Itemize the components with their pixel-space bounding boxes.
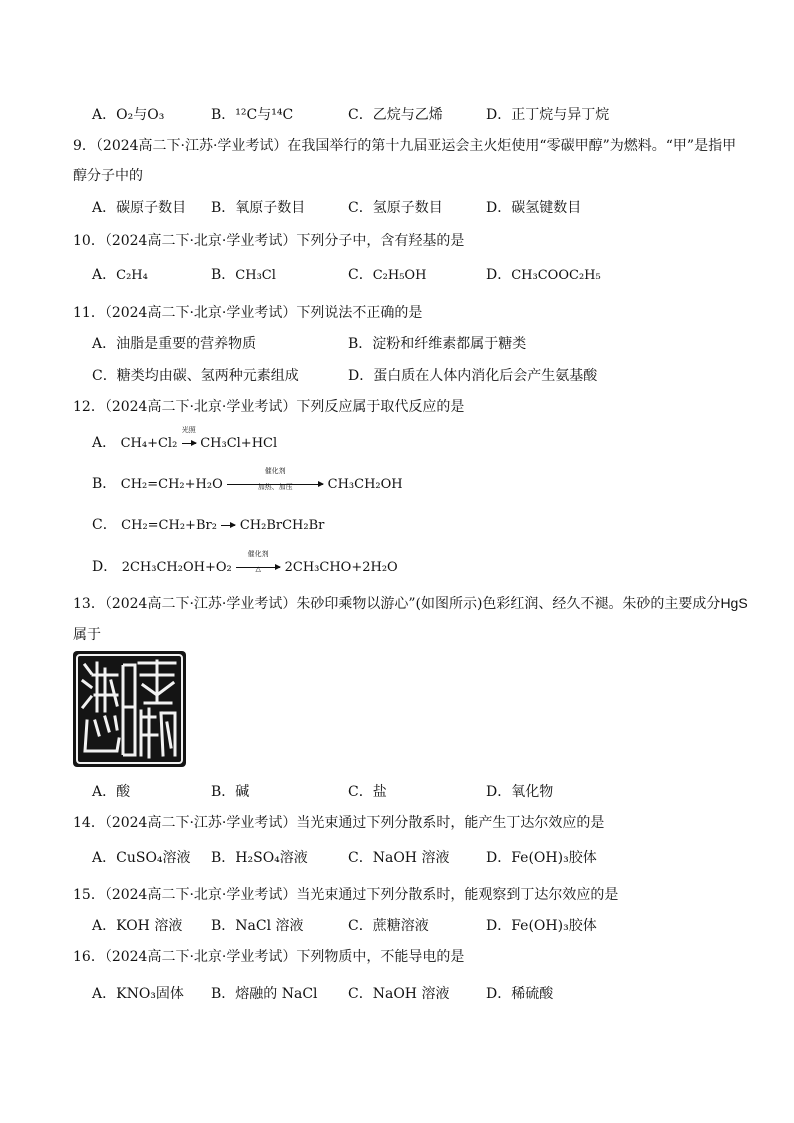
seal-stamp-icon xyxy=(73,651,186,767)
q10-option-b: B．CH₃Cl xyxy=(211,267,276,283)
reaction-arrow xyxy=(236,550,280,575)
q12-c-products: CH₂BrCH₂Br xyxy=(239,518,325,533)
q11-option-c: C．糖类均由碳、氢两种元素组成 xyxy=(92,368,299,384)
q12-b-products: CH₃CH₂OH xyxy=(327,477,403,492)
q13-stem-line2: 属于 xyxy=(73,627,101,643)
q8-option-a: A．O₂与O₃ xyxy=(92,107,165,123)
q16-option-a: A．KNO₃固体 xyxy=(92,986,184,1002)
reaction-arrow xyxy=(227,467,323,492)
q14-stem: 14．（2024高二下·江苏·学业考试）当光束通过下列分散系时，能产生丁达尔效应的是 xyxy=(73,815,605,831)
q15-option-c: C．蔗糖溶液 xyxy=(348,918,429,934)
q13-option-d: D．氧化物 xyxy=(486,784,554,800)
q12-d-products: 2CH₃CHO+2H₂O xyxy=(284,560,398,575)
q9-stem-line2: 醇分子中的 xyxy=(73,168,143,184)
q13-stem-line1: 13．（2024高二下·江苏·学业考试）朱砂印乘物以游心”(如图所示)色彩红润、经久不褪。朱砂的主要成分HgS xyxy=(73,595,748,612)
q12-d-condition2: △ xyxy=(255,565,261,573)
q16-option-d: D．稀硫酸 xyxy=(486,986,554,1002)
q10-option-c: C．C₂H₅OH xyxy=(348,267,427,283)
q15-option-b: B．NaCl 溶液 xyxy=(211,918,304,934)
q12-d-condition: 催化剂 xyxy=(247,550,269,558)
reaction-arrow xyxy=(181,426,196,451)
q11-option-b: B．淀粉和纤维素都属于糖类 xyxy=(348,336,527,352)
q12-option-d: D． 2CH₃CH₂OH+O₂ 催化剂 △ 2CH₃CHO+2H₂O xyxy=(92,550,398,575)
q12-b-condition: 催化剂 xyxy=(264,467,286,475)
q16-option-b: B．熔融的 NaCl xyxy=(211,986,318,1002)
q10-stem: 10．（2024高二下·北京·学业考试）下列分子中，含有羟基的是 xyxy=(73,233,465,249)
q12-a-reactants: CH₄+Cl₂ xyxy=(120,436,178,451)
q16-stem: 16．（2024高二下·北京·学业考试）下列物质中，不能导电的是 xyxy=(73,949,465,965)
q11-option-d: D．蛋白质在人体内消化后会产生氨基酸 xyxy=(348,368,598,384)
q14-option-d: D．Fe(OH)₃胶体 xyxy=(486,850,597,866)
q13-formula: HgS xyxy=(720,595,748,611)
q12-option-a: A． CH₄+Cl₂ 光照 CH₃Cl+HCl xyxy=(92,426,278,451)
q12-option-c: C． CH₂=CH₂+Br₂ CH₂BrCH₂Br xyxy=(92,517,325,533)
q13-option-c: C．盐 xyxy=(348,784,387,800)
seal-image xyxy=(73,651,186,767)
q8-option-c: C．乙烷与乙烯 xyxy=(348,107,443,123)
q8-option-b: B．¹²C与¹⁴C xyxy=(211,107,294,123)
q15-option-a: A．KOH 溶液 xyxy=(92,918,183,934)
q12-option-b: B． CH₂=CH₂+H₂O 催化剂 加热、加压 CH₃CH₂OH xyxy=(92,467,403,492)
q10-option-d: D．CH₃COOC₂H₅ xyxy=(486,267,601,283)
q9-option-b: B．氧原子数目 xyxy=(211,200,306,216)
q12-c-reactants: CH₂=CH₂+Br₂ xyxy=(121,518,217,533)
q14-option-b: B．H₂SO₄溶液 xyxy=(211,850,308,866)
q9-option-c: C．氢原子数目 xyxy=(348,200,443,216)
q12-a-condition: 光照 xyxy=(181,426,196,434)
q13-option-a: A．酸 xyxy=(92,784,131,800)
q9-stem-line1: 9．（2024高二下·江苏·学业考试）在我国举行的第十九届亚运会主火炬使用“零碳甲醇”为燃料。“甲”是指甲 xyxy=(73,138,737,154)
q11-stem: 11．（2024高二下·北京·学业考试）下列说法不正确的是 xyxy=(73,305,423,321)
q11-option-a: A．油脂是重要的营养物质 xyxy=(92,336,257,352)
q12-b-condition2: 加热、加压 xyxy=(257,483,293,491)
q12-d-reactants: 2CH₃CH₂OH+O₂ xyxy=(121,560,232,575)
q14-option-a: A．CuSO₄溶液 xyxy=(92,850,191,866)
q12-a-products: CH₃Cl+HCl xyxy=(200,436,278,451)
q15-option-d: D．Fe(OH)₃胶体 xyxy=(486,918,597,934)
reaction-arrow xyxy=(221,517,235,533)
q12-stem: 12．（2024高二下·北京·学业考试）下列反应属于取代反应的是 xyxy=(73,399,465,415)
q9-option-a: A．碳原子数目 xyxy=(92,200,187,216)
q12-b-reactants: CH₂=CH₂+H₂O xyxy=(120,477,223,492)
q9-option-d: D．碳氢键数目 xyxy=(486,200,582,216)
q10-option-a: A．C₂H₄ xyxy=(92,267,148,283)
q14-option-c: C．NaOH 溶液 xyxy=(348,850,450,866)
q16-option-c: C．NaOH 溶液 xyxy=(348,986,450,1002)
q13-option-b: B．碱 xyxy=(211,784,250,800)
q8-option-d: D．正丁烷与异丁烷 xyxy=(486,107,610,123)
q15-stem: 15．（2024高二下·北京·学业考试）当光束通过下列分散系时，能观察到丁达尔效应的是 xyxy=(73,887,619,903)
